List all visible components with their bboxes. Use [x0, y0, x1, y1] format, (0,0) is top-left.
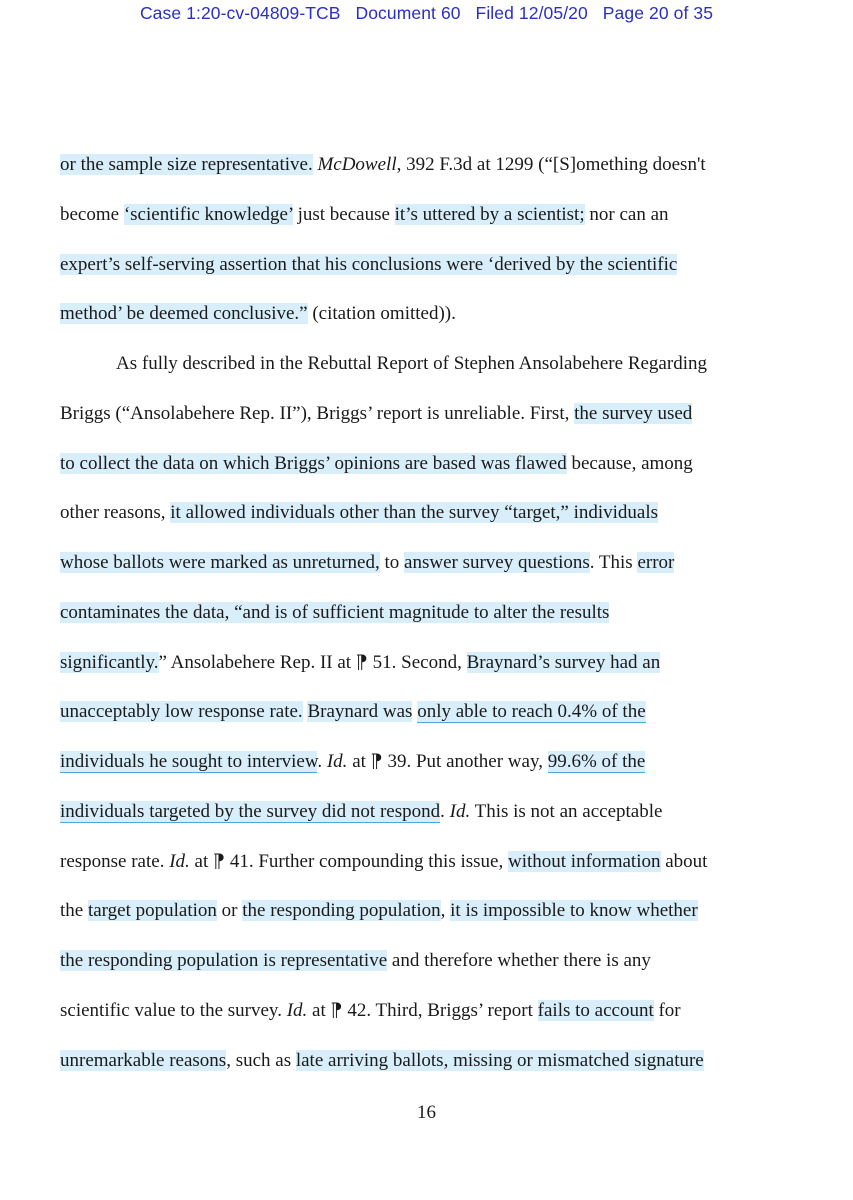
text-line [60, 401, 782, 427]
highlighted-text: ‘scientific knowledge’ [123, 204, 293, 225]
text-segment: for [653, 1000, 681, 1021]
citation-italic: Id. [169, 851, 190, 872]
text-line [60, 998, 782, 1024]
text-segment: . [440, 801, 450, 822]
page-number: 16 [417, 1102, 436, 1123]
text-segment: nor can an [584, 204, 669, 225]
filed-date: Filed 12/05/20 [475, 3, 588, 23]
text-segment: at ⁋ 41. Further compounding this issue, [189, 851, 508, 872]
highlighted-text: expert’s self-serving assertion that his conclusions were ‘derived by the scientific [60, 254, 678, 275]
underlined-highlight: only able to reach 0.4% of the [417, 701, 646, 722]
text-line [116, 351, 782, 377]
text-segment: , [440, 900, 451, 921]
highlighted-text: method’ be deemed conclusive.” [60, 303, 308, 324]
text-segment: , 392 F.3d at 1299 (“[S]omething doesn't [396, 154, 706, 175]
text-segment: Briggs (“Ansolabehere Rep. II”), Briggs’ report is unreliable. First, [60, 403, 575, 424]
text-line [60, 948, 782, 974]
highlighted-text: target population [87, 900, 217, 921]
text-segment: , such as [226, 1050, 296, 1071]
case-header [0, 3, 853, 24]
highlighted-text: the responding population is representative [60, 950, 388, 971]
text-segment: and therefore whether there is any [387, 950, 651, 971]
text-line [60, 1048, 782, 1074]
text-line [60, 849, 782, 875]
highlighted-text: it allowed individuals other than the survey “target,” individuals [170, 502, 659, 523]
text-line [60, 600, 782, 626]
text-line [60, 451, 782, 477]
text-line [60, 550, 782, 576]
highlighted-text: Braynard’s survey had an [466, 652, 661, 673]
text-segment: other reasons, [60, 502, 171, 523]
text-segment: to [379, 552, 405, 573]
highlighted-text: to collect the data on which Briggs’ opinions are based was flawed [60, 453, 567, 474]
text-line [60, 898, 782, 924]
text-segment: (citation omitted)). [307, 303, 456, 324]
highlighted-text: the responding population [242, 900, 441, 921]
highlighted-text: contaminates the data, “and is of sufficient magnitude to alter the results [60, 602, 610, 623]
highlighted-text: unacceptably low response rate. [60, 701, 303, 722]
highlighted-text: Braynard was [307, 701, 413, 722]
text-line [60, 699, 782, 725]
text-segment: the [60, 900, 88, 921]
highlighted-text: answer survey questions [404, 552, 590, 573]
text-segment: just because [292, 204, 395, 225]
document-number: Document 60 [355, 3, 461, 23]
underlined-highlight: individuals he sought to interview [60, 751, 318, 772]
text-segment: scientific value to the survey. [60, 1000, 287, 1021]
highlighted-text: fails to account [537, 1000, 654, 1021]
highlighted-text: it is impossible to know whether [450, 900, 698, 921]
underlined-highlight: 99.6% of the [547, 751, 646, 772]
text-line [60, 500, 782, 526]
citation-italic: Id. [449, 801, 471, 822]
highlighted-text: late arriving ballots, missing or mismatched signature [295, 1050, 704, 1071]
text-line [60, 202, 782, 228]
highlighted-text: significantly. [60, 652, 159, 673]
text-segment: become [60, 204, 124, 225]
highlighted-text: the survey used [574, 403, 693, 424]
text-segment: . This [589, 552, 638, 573]
highlighted-text: or the sample size representative. [60, 154, 313, 175]
text-line [60, 301, 782, 327]
text-segment: This is not an acceptable [470, 801, 663, 822]
highlighted-text: unremarkable reasons [60, 1050, 227, 1071]
underlined-highlight: individuals targeted by the survey did not respond [60, 801, 441, 822]
page-indicator: Page 20 of 35 [602, 3, 714, 23]
text-line [60, 799, 782, 825]
highlighted-text: it’s uttered by a scientist; [394, 204, 585, 225]
text-segment: response rate. [60, 851, 170, 872]
text-segment: at ⁋ 42. Third, Briggs’ report [307, 1000, 538, 1021]
text-segment: . [317, 751, 327, 772]
text-line [60, 749, 782, 775]
citation-italic: McDowell [317, 154, 397, 175]
text-line [60, 650, 782, 676]
highlighted-text: without information [507, 851, 661, 872]
text-segment: about [660, 851, 708, 872]
citation-italic: Id. [286, 1000, 308, 1021]
text-segment: ” Ansolabehere Rep. II at ⁋ 51. Second, [158, 652, 467, 673]
case-number: Case 1:20-cv-04809-TCB [139, 3, 341, 23]
citation-italic: Id. [326, 751, 348, 772]
highlighted-text: whose ballots were marked as unreturned, [60, 552, 380, 573]
text-segment: at ⁋ 39. Put another way, [347, 751, 548, 772]
text-segment: or [216, 900, 243, 921]
text-line [60, 252, 782, 278]
text-line [60, 152, 782, 178]
text-segment: because, among [566, 453, 693, 474]
text-segment: As fully described in the Rebuttal Report of Stephen Ansolabehere Regarding [116, 353, 707, 374]
highlighted-text: error [637, 552, 675, 573]
